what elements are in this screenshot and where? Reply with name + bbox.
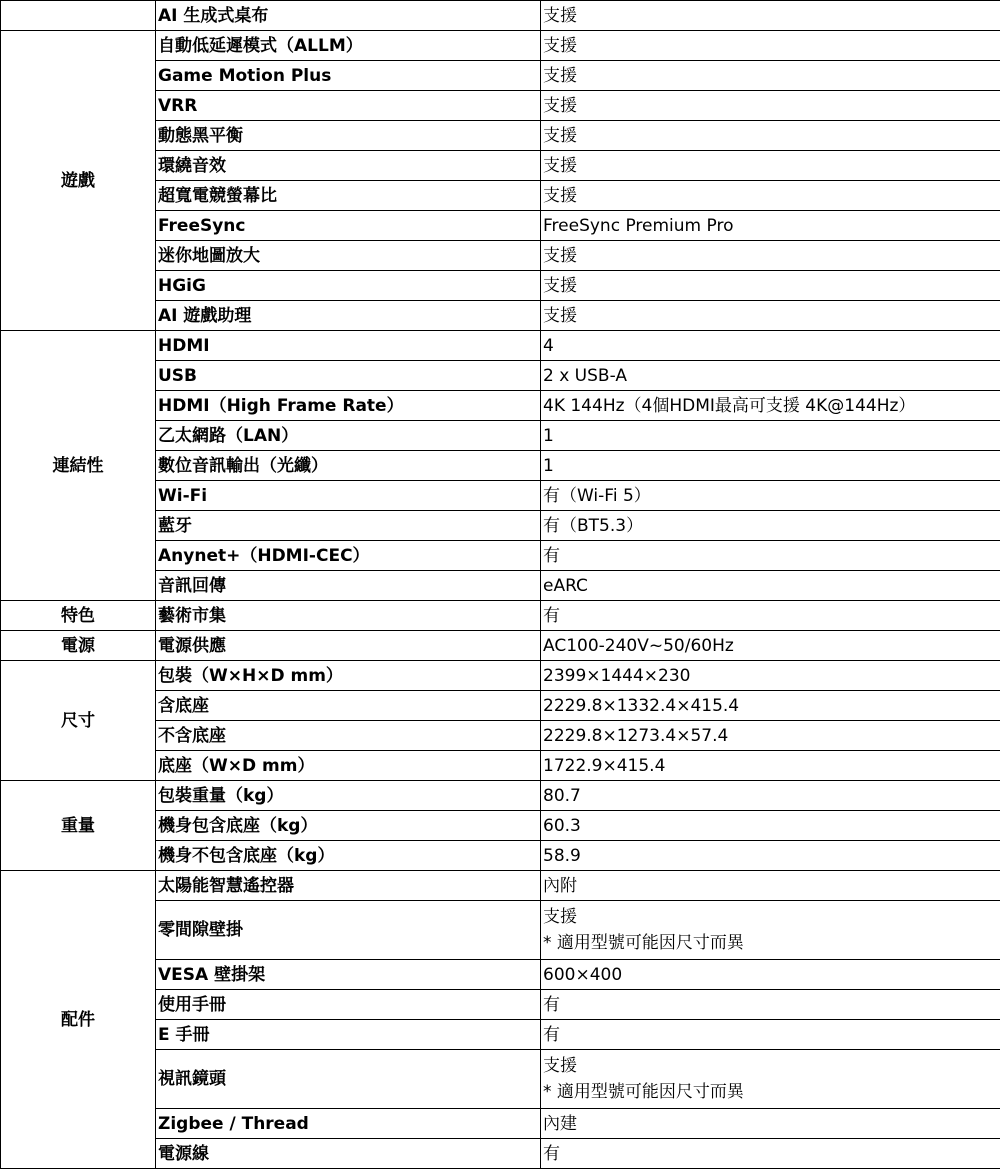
value-cell <box>541 751 1000 781</box>
value-text: 58.9 <box>543 845 581 866</box>
value-text: 支援 <box>543 907 577 927</box>
feature-cell: 超寬電競螢幕比 <box>156 181 541 211</box>
feature-cell: 底座（W×D mm） <box>156 751 541 781</box>
feature-cell: HDMI <box>156 331 541 361</box>
value-text: 支援 <box>543 35 577 56</box>
value-text: AC100-240V~50/60Hz <box>543 635 734 656</box>
value-cell <box>541 211 1000 241</box>
category-cell: 重量 <box>1 781 156 871</box>
value-text: 內附 <box>543 875 577 896</box>
feature-cell: HDMI（High Frame Rate） <box>156 391 541 421</box>
value-cell <box>541 511 1000 541</box>
feature-cell: 藍牙 <box>156 511 541 541</box>
value-cell <box>541 151 1000 181</box>
value-text: 2229.8×1332.4×415.4 <box>543 695 740 716</box>
feature-cell: 動態黑平衡 <box>156 121 541 151</box>
feature-cell: 電源線 <box>156 1139 541 1169</box>
category-cell <box>1 1 156 31</box>
value-cell <box>541 990 1000 1020</box>
table-row <box>1 331 1000 361</box>
feature-cell: Wi-Fi <box>156 481 541 511</box>
table-row <box>1 1 1000 31</box>
value-text: 2229.8×1273.4×57.4 <box>543 725 729 746</box>
value-cell <box>541 481 1000 511</box>
table-row <box>1 871 1000 901</box>
value-text: 1722.9×415.4 <box>543 755 666 776</box>
value-cell <box>541 421 1000 451</box>
feature-cell: 電源供應 <box>156 631 541 661</box>
value-text: 4 <box>543 335 554 356</box>
feature-cell: E 手冊 <box>156 1020 541 1050</box>
feature-cell: 不含底座 <box>156 721 541 751</box>
value-text: 有 <box>543 1024 560 1045</box>
value-text: 有 <box>543 994 560 1015</box>
value-text: 600×400 <box>543 964 623 985</box>
table-row <box>1 31 1000 61</box>
category-cell: 配件 <box>1 871 156 1169</box>
feature-cell: 迷你地圖放大 <box>156 241 541 271</box>
value-text: 支援 <box>543 1056 577 1076</box>
feature-cell: 音訊回傳 <box>156 571 541 601</box>
value-text: 2 x USB-A <box>543 365 627 386</box>
value-cell <box>541 451 1000 481</box>
value-text: eARC <box>543 575 588 596</box>
category-cell: 尺寸 <box>1 661 156 781</box>
value-text: 有 <box>543 1143 560 1164</box>
feature-cell: 太陽能智慧遙控器 <box>156 871 541 901</box>
value-cell <box>541 781 1000 811</box>
value-cell <box>541 1020 1000 1050</box>
feature-cell: 藝術市集 <box>156 601 541 631</box>
value-cell <box>541 811 1000 841</box>
value-text: 有（Wi-Fi 5） <box>543 485 651 506</box>
value-text: 1 <box>543 455 554 476</box>
value-cell <box>541 601 1000 631</box>
value-cell <box>541 241 1000 271</box>
feature-cell: 機身包含底座（kg） <box>156 811 541 841</box>
feature-cell: Zigbee / Thread <box>156 1109 541 1139</box>
value-cell <box>541 721 1000 751</box>
value-cell <box>541 541 1000 571</box>
value-cell <box>541 91 1000 121</box>
feature-cell: 自動低延遲模式（ALLM） <box>156 31 541 61</box>
feature-cell: Anynet+（HDMI-CEC） <box>156 541 541 571</box>
value-text: 支援 <box>543 155 577 176</box>
value-cell <box>541 661 1000 691</box>
value-text: 80.7 <box>543 785 581 806</box>
feature-cell: Game Motion Plus <box>156 61 541 91</box>
value-cell <box>541 181 1000 211</box>
value-text: 內建 <box>543 1113 577 1134</box>
feature-cell: HGiG <box>156 271 541 301</box>
value-cell <box>541 1 1000 31</box>
value-text: 2399×1444×230 <box>543 665 691 686</box>
value-cell <box>541 571 1000 601</box>
value-cell <box>541 391 1000 421</box>
feature-cell: 視訊鏡頭 <box>156 1050 541 1109</box>
spec-table-body <box>1 1 1000 1169</box>
value-cell <box>541 691 1000 721</box>
category-cell: 連結性 <box>1 331 156 601</box>
category-cell: 遊戲 <box>1 31 156 331</box>
category-cell: 電源 <box>1 631 156 661</box>
feature-cell: 包裝重量（kg） <box>156 781 541 811</box>
table-row <box>1 661 1000 691</box>
value-cell <box>541 631 1000 661</box>
value-text: 支援 <box>543 95 577 116</box>
value-text: 1 <box>543 425 554 446</box>
value-cell <box>541 121 1000 151</box>
value-cell <box>541 31 1000 61</box>
value-text: FreeSync Premium Pro <box>543 215 734 236</box>
feature-cell: 包裝（W×H×D mm） <box>156 661 541 691</box>
value-text: 支援 <box>543 275 577 296</box>
feature-cell: FreeSync <box>156 211 541 241</box>
feature-cell: AI 遊戲助理 <box>156 301 541 331</box>
value-cell <box>541 960 1000 990</box>
value-text: 支援 <box>543 305 577 326</box>
value-text: 支援 <box>543 185 577 206</box>
table-row <box>1 781 1000 811</box>
value-cell <box>541 1139 1000 1169</box>
value-text: 4K 144Hz（4個HDMI最高可支援 4K@144Hz） <box>543 395 916 416</box>
table-row <box>1 631 1000 661</box>
feature-cell: VRR <box>156 91 541 121</box>
value-cell <box>541 841 1000 871</box>
category-cell: 特色 <box>1 601 156 631</box>
value-text: 60.3 <box>543 815 581 836</box>
value-text: 有（BT5.3） <box>543 515 644 536</box>
feature-cell: AI 生成式桌布 <box>156 1 541 31</box>
value-cell <box>541 61 1000 91</box>
value-cell <box>541 361 1000 391</box>
value-text: 支援 <box>543 125 577 146</box>
value-text: 有 <box>543 605 560 626</box>
value-cell <box>541 1109 1000 1139</box>
value-cell <box>541 301 1000 331</box>
value-cell <box>541 871 1000 901</box>
value-note: * 適用型號可能因尺寸而異 <box>543 1082 744 1102</box>
value-note: * 適用型號可能因尺寸而異 <box>543 933 744 953</box>
value-cell <box>541 331 1000 361</box>
feature-cell: 數位音訊輸出（光纖） <box>156 451 541 481</box>
feature-cell: USB <box>156 361 541 391</box>
value-text: 支援 <box>543 245 577 266</box>
table-row <box>1 601 1000 631</box>
value-text: 有 <box>543 545 560 566</box>
value-cell <box>541 901 1000 960</box>
feature-cell: 使用手冊 <box>156 990 541 1020</box>
feature-cell: 機身不包含底座（kg） <box>156 841 541 871</box>
feature-cell: VESA 壁掛架 <box>156 960 541 990</box>
feature-cell: 含底座 <box>156 691 541 721</box>
value-text: 支援 <box>543 5 577 26</box>
feature-cell: 乙太網路（LAN） <box>156 421 541 451</box>
feature-cell: 零間隙壁掛 <box>156 901 541 960</box>
value-cell <box>541 1050 1000 1109</box>
value-cell <box>541 271 1000 301</box>
value-text: 支援 <box>543 65 577 86</box>
feature-cell: 環繞音效 <box>156 151 541 181</box>
